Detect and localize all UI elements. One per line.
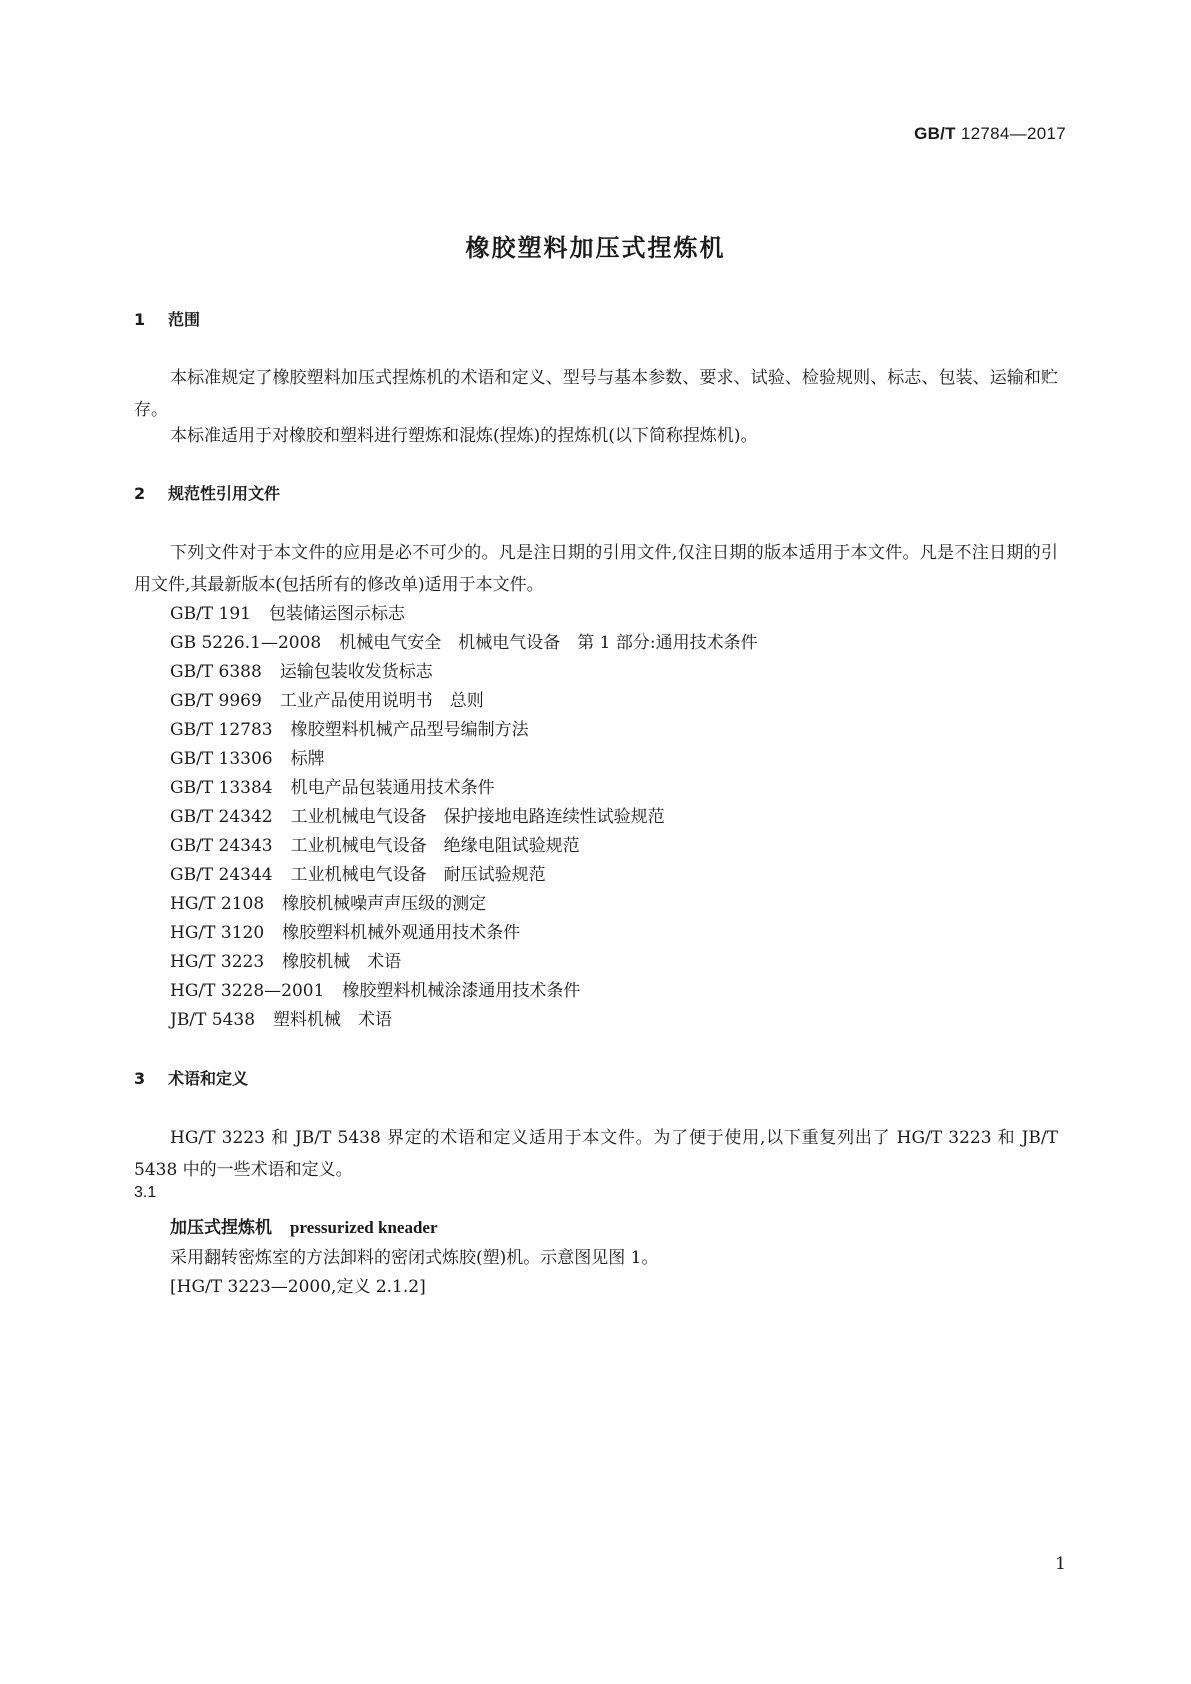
reference-code: GB/T 12783: [170, 720, 273, 740]
document-code: [914, 124, 1066, 144]
normative-refs-intro: 下列文件对于本文件的应用是必不可少的。凡是注日期的引用文件,仅注日期的版本适用于本文件。凡是不注日期的引用文件,其最新版本(包括所有的修改单)适用于本文件。: [134, 543, 1058, 595]
reference-code: GB/T 13306: [170, 749, 273, 769]
term-english: pressurized kneader: [290, 1218, 438, 1237]
term-definition: 采用翻转密炼室的方法卸料的密闭式炼胶(塑)机。示意图见图 1。: [170, 1248, 659, 1268]
reference-item: [170, 831, 580, 856]
document-code-prefix: GB/T: [914, 124, 956, 143]
reference-title: 运输包装收发货标志: [279, 662, 433, 682]
reference-title: 标牌: [290, 749, 325, 769]
section-1-title: 范围: [168, 310, 201, 329]
reference-item: [170, 628, 758, 653]
reference-title: 橡胶机械 术语: [282, 952, 402, 972]
reference-item: [170, 686, 484, 711]
document-title: 橡胶塑料加压式捏炼机: [465, 234, 726, 262]
reference-code: GB/T 191: [170, 604, 251, 624]
section-1-heading: [134, 307, 200, 330]
section-1-number: 1: [134, 310, 146, 329]
reference-code: GB/T 24343: [170, 836, 273, 856]
reference-title: 工业机械电气设备 绝缘电阻试验规范: [290, 836, 580, 856]
reference-code: HG/T 3120: [170, 923, 265, 943]
section-3-heading: [134, 1066, 248, 1089]
reference-title: 工业机械电气设备 耐压试验规范: [290, 865, 546, 885]
reference-title: 橡胶塑料机械外观通用技术条件: [282, 923, 521, 943]
reference-item: [170, 918, 520, 943]
reference-title: 机械电气安全 机械电气设备 第 1 部分:通用技术条件: [339, 633, 758, 653]
reference-code: HG/T 2108: [170, 894, 265, 914]
section-3-number: 3: [134, 1069, 146, 1088]
reference-code: HG/T 3223: [170, 952, 265, 972]
reference-title: 橡胶塑料机械涂漆通用技术条件: [342, 981, 581, 1001]
reference-title: 塑料机械 术语: [273, 1010, 393, 1030]
reference-title: 橡胶机械噪声声压级的测定: [282, 894, 487, 914]
reference-title: 工业产品使用说明书 总则: [279, 691, 484, 711]
reference-title: 橡胶塑料机械产品型号编制方法: [290, 720, 529, 740]
scope-paragraph-2: 本标准适用于对橡胶和塑料进行塑炼和混炼(捏炼)的捏炼机(以下简称捏炼机)。: [170, 426, 758, 446]
reference-code: HG/T 3228—2001: [170, 981, 325, 1001]
reference-item: [170, 802, 665, 827]
reference-item: [170, 976, 580, 1001]
scope-paragraph-1: 本标准规定了橡胶塑料加压式捏炼机的术语和定义、型号与基本参数、要求、试验、检验规则、标志、包装、运输和贮存。: [134, 368, 1058, 420]
reference-title: 包装储运图示标志: [269, 604, 405, 624]
term-number: 3.1: [134, 1184, 157, 1201]
reference-item: [170, 860, 546, 885]
reference-item: [170, 947, 401, 972]
reference-title: 机电产品包装通用技术条件: [290, 778, 495, 798]
reference-code: JB/T 5438: [170, 1010, 256, 1030]
reference-item: [170, 744, 325, 769]
reference-item: [170, 1005, 392, 1030]
reference-item: [170, 889, 486, 914]
reference-code: GB/T 24342: [170, 807, 273, 827]
reference-code: GB/T 6388: [170, 662, 262, 682]
reference-item: [170, 657, 433, 682]
terms-intro: HG/T 3223 和 JB/T 5438 界定的术语和定义适用于本文件。为了便于使用,以下重复列出了 HG/T 3223 和 JB/T 5438 中的一些术语和定义。: [134, 1128, 1058, 1180]
term-heading: [170, 1213, 438, 1238]
section-2-heading: [134, 481, 280, 504]
section-3-title: 术语和定义: [168, 1069, 249, 1088]
reference-item: [170, 773, 495, 798]
section-2-title: 规范性引用文件: [168, 484, 281, 503]
reference-item: [170, 715, 529, 740]
section-2-number: 2: [134, 484, 146, 503]
reference-title: 工业机械电气设备 保护接地电路连续性试验规范: [290, 807, 665, 827]
reference-code: GB/T 13384: [170, 778, 273, 798]
reference-code: GB/T 9969: [170, 691, 262, 711]
page-number: 1: [1055, 1554, 1066, 1574]
reference-code: GB 5226.1—2008: [170, 633, 322, 653]
reference-code: GB/T 24344: [170, 865, 273, 885]
term-source: [HG/T 3223—2000,定义 2.1.2]: [170, 1277, 426, 1297]
document-code-number: 12784—2017: [960, 124, 1066, 143]
reference-item: [170, 599, 405, 624]
term-chinese: 加压式捏炼机: [170, 1218, 272, 1238]
